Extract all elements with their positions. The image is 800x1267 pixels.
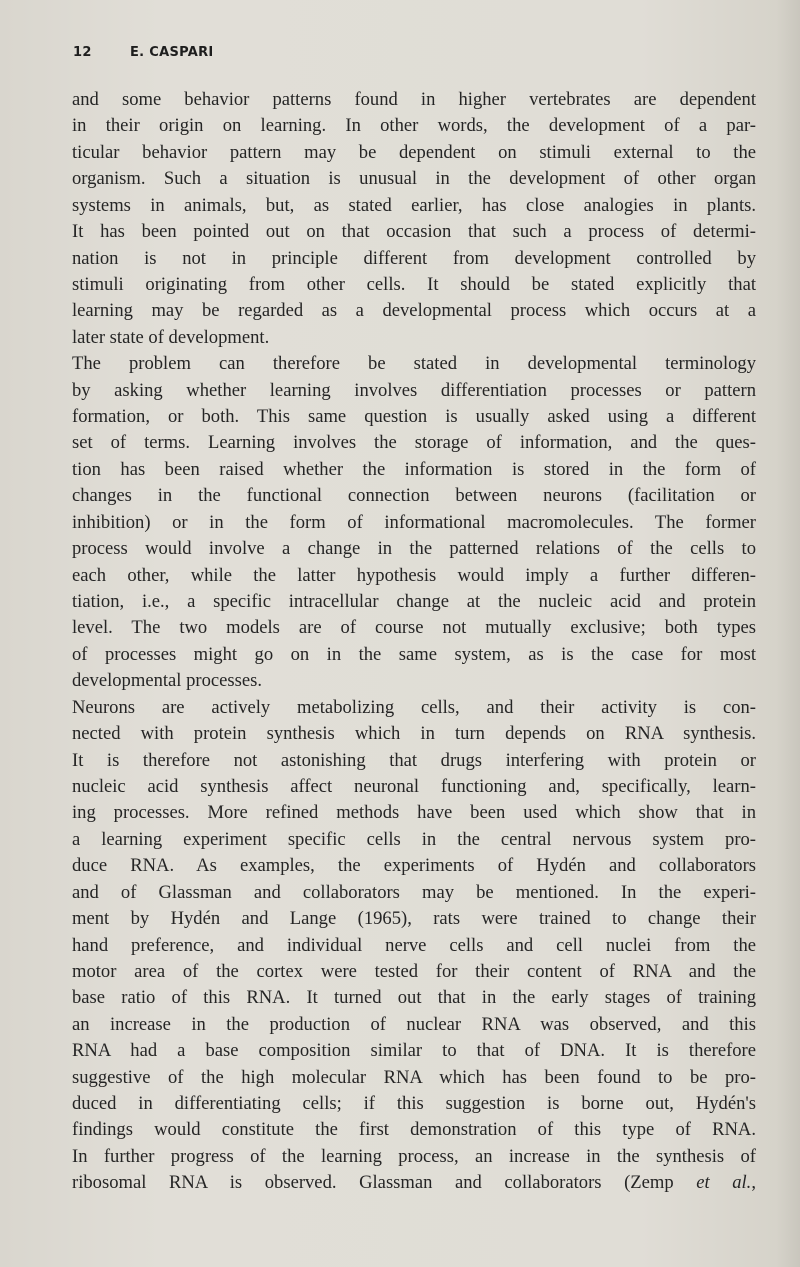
text-line: and of Glassman and collaborators may be mentioned. In the experi- [72,881,756,903]
text-line: developmental processes. [72,670,263,692]
text-line: nation is not in principle different from development controlled by [72,247,756,269]
text-line: by asking whether learning involves differentiation processes or pattern [72,379,756,401]
text-line: level. The two models are of course not mutually exclusive; both types [72,617,756,639]
text-line: suggestive of the high molecular RNA which has been found to be pro- [72,1066,756,1088]
text-line: hand preference, and individual nerve cells and cell nuclei from the [72,934,756,956]
text-line: In further progress of the learning process, an increase in the synthesis of [72,1145,756,1167]
text-line: nucleic acid synthesis affect neuronal functioning and, specifically, learn- [72,775,756,797]
text-line: duced in differentiating cells; if this suggestion is borne out, Hydén's [72,1093,756,1115]
text-line: It is therefore not astonishing that drugs interfering with protein or [72,749,756,771]
text-line: tion has been raised whether the information is stored in the form of [72,458,756,480]
text-line: each other, while the latter hypothesis would imply a further differen- [72,564,756,586]
text-line: learning may be regarded as a developmental process which occurs at a [72,300,756,322]
text-line: The problem can therefore be stated in developmental terminology [72,353,756,375]
text-line: of processes might go on in the same system, as is the case for most [72,643,756,665]
text-line: organism. Such a situation is unusual in the development of other organ [72,168,756,190]
text-line: ticular behavior pattern may be dependent on stimuli external to the [72,141,756,163]
text-line: motor area of the cortex were tested for their content of RNA and the [72,960,756,982]
text-line: and some behavior patterns found in higher vertebrates are dependent [72,89,756,110]
text-line: ment by Hydén and Lange (1965), rats were trained to change their [72,908,756,930]
final-line-punct: , [751,1172,756,1194]
text-line: later state of development. [72,326,270,348]
final-line-text: ribosomal RNA is observed. Glassman and collaborators (Zemp [72,1172,697,1194]
text-line: in their origin on learning. In other words, the development of a par- [72,115,756,137]
text-line: Neurons are actively metabolizing cells, and their activity is con- [72,696,756,718]
body-text [72,87,756,1197]
text-line: tiation, i.e., a specific intracellular change at the nucleic acid and protein [72,591,756,613]
text-line: stimuli originating from other cells. It should be stated explicitly that [72,273,756,295]
text-line: ing processes. More refined methods have been used which show that in [72,802,756,824]
text-line: systems in animals, but, as stated earlier, has close analogies in plants. [72,194,756,216]
text-line: changes in the functional connection between neurons (facilitation or [72,485,756,507]
text-line: set of terms. Learning involves the storage of information, and the ques- [72,432,756,454]
text-line: base ratio of this RNA. It turned out that in the early stages of training [72,987,756,1009]
text-line: RNA had a base composition similar to that of DNA. It is therefore [72,1040,756,1062]
running-head-author: E. CASPARI [130,45,214,60]
text-line: a learning experiment specific cells in the central nervous system pro- [72,828,756,850]
text-line: findings would constitute the first demonstration of this type of RNA. [72,1119,756,1141]
text-line: It has been pointed out on that occasion that such a process of determi- [72,221,756,243]
text-line: inhibition) or in the form of informational macromolecules. The former [72,511,756,533]
page-number: 12 [73,45,92,60]
text-line: duce RNA. As examples, the experiments of Hydén and collaborators [72,855,756,877]
text-line-final [72,1170,756,1196]
text-line: an increase in the production of nuclear RNA was observed, and this [72,1013,756,1035]
text-line: nected with protein synthesis which in turn depends on RNA synthesis. [72,723,756,745]
text-line: process would involve a change in the patterned relations of the cells to [72,538,756,560]
text-line: formation, or both. This same question is usually asked using a different [72,406,756,428]
final-line-italic: et al. [696,1172,752,1194]
